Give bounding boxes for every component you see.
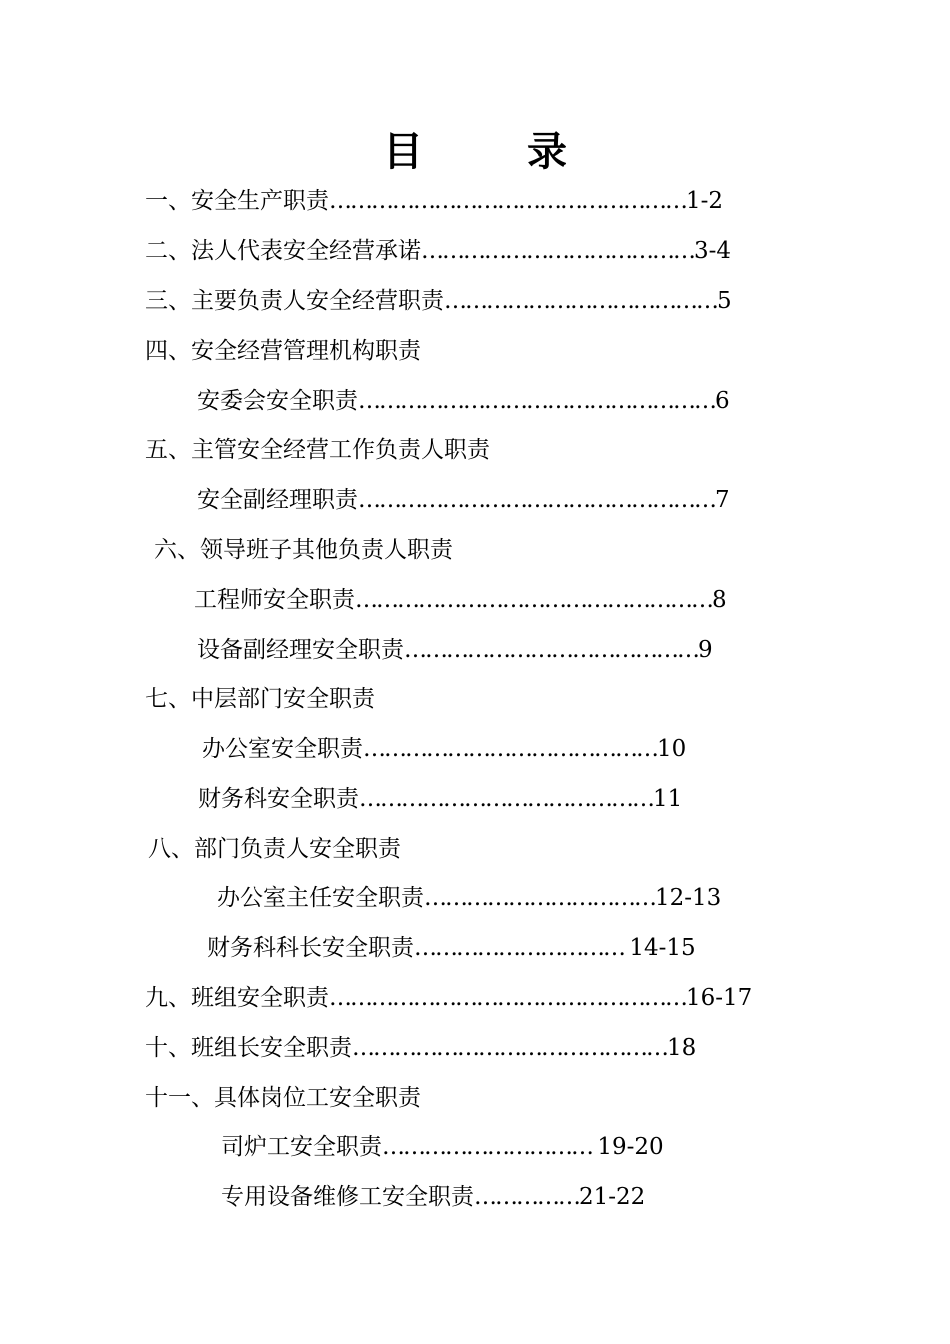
- toc-entry-page: 16-17: [686, 985, 753, 1011]
- toc-entry-label: 四、安全经营管理机构职责: [145, 338, 421, 364]
- toc-leader-dots: …………………………………: [444, 288, 717, 314]
- toc-leader-dots: …………………………: [382, 1134, 598, 1160]
- toc-entry-label: 十一、具体岗位工安全职责: [145, 1085, 421, 1111]
- toc-entry-label: 二、法人代表安全经营承诺: [145, 238, 421, 264]
- toc-entry-label: 十、班组长安全职责: [145, 1035, 352, 1061]
- toc-entry-label: 六、领导班子其他负责人职责: [154, 537, 453, 563]
- toc-entry-label: 办公室主任安全职责: [217, 885, 424, 911]
- toc-entry-label: 五、主管安全经营工作负责人职责: [145, 437, 490, 463]
- toc-entry-label: 一、安全生产职责: [145, 188, 329, 214]
- toc-entry-page: 10: [657, 736, 687, 762]
- toc-entry-page: 5: [717, 288, 732, 314]
- toc-entry: [198, 784, 682, 814]
- toc-leader-dots: ……………………………: [424, 885, 655, 911]
- toc-entry-label: 安全副经理职责: [197, 487, 358, 513]
- toc-section-heading: [148, 834, 401, 864]
- toc-entry-page: 7: [715, 487, 730, 513]
- toc-leader-dots: ……………………………………: [363, 736, 657, 762]
- toc-entry-page: 1-2: [686, 188, 724, 214]
- toc-entry-label: 安委会安全职责: [197, 388, 358, 414]
- toc-entry-page: 21-22: [579, 1184, 646, 1210]
- toc-entry: [217, 883, 721, 913]
- toc-entry: [207, 933, 696, 963]
- toc-entry: [202, 734, 686, 764]
- toc-leader-dots: …………………………: [414, 935, 630, 961]
- toc-entry-page: 9: [698, 637, 713, 663]
- toc-entry-label: 八、部门负责人安全职责: [148, 836, 401, 862]
- toc-section-heading: [145, 1083, 421, 1113]
- toc-section-heading: [154, 535, 453, 565]
- toc-title-char-1: 目: [383, 129, 423, 175]
- toc-leader-dots: ……………………………………: [359, 786, 653, 812]
- toc-leader-dots: ……………: [474, 1184, 579, 1210]
- toc-entry: [194, 585, 727, 615]
- toc-entry-page: 12-13: [655, 885, 722, 911]
- toc-entry-page: 19-20: [597, 1134, 664, 1160]
- toc-entry: [145, 186, 723, 216]
- toc-entry: [197, 485, 730, 515]
- toc-entry-label: 三、主要负责人安全经营职责: [145, 288, 444, 314]
- toc-title-char-2: 录: [527, 129, 567, 175]
- toc-leader-dots: ………………………………………: [352, 1035, 667, 1061]
- toc-entry-page: 11: [653, 786, 683, 812]
- toc-entry-label: 财务科安全职责: [198, 786, 359, 812]
- toc-entry: [197, 386, 730, 416]
- toc-leader-dots: ……………………………………………: [355, 587, 712, 613]
- toc-leader-dots: ……………………………………: [404, 637, 698, 663]
- toc-section-heading: [145, 435, 490, 465]
- toc-section-heading: [145, 684, 375, 714]
- toc-entry-label: 九、班组安全职责: [145, 985, 329, 1011]
- toc-entry-page: 14-15: [629, 935, 696, 961]
- toc-entry: [197, 635, 713, 665]
- toc-entry: [221, 1132, 664, 1162]
- toc-leader-dots: ……………………………………………: [358, 388, 715, 414]
- toc-entry: [145, 286, 732, 316]
- toc-leader-dots: ……………………………………………: [358, 487, 715, 513]
- toc-entry-page: 3-4: [694, 238, 732, 264]
- toc-entry-label: 办公室安全职责: [202, 736, 363, 762]
- toc-entry-label: 专用设备维修工安全职责: [221, 1184, 474, 1210]
- toc-entry-page: 6: [715, 388, 730, 414]
- toc-entry-label: 七、中层部门安全职责: [145, 686, 375, 712]
- toc-entry-label: 设备副经理安全职责: [197, 637, 404, 663]
- toc-entry: [145, 983, 752, 1013]
- toc-entry-label: 司炉工安全职责: [221, 1134, 382, 1160]
- toc-leader-dots: ……………………………………………: [329, 985, 686, 1011]
- toc-leader-dots: …………………………………: [421, 238, 694, 264]
- toc-entry: [145, 1033, 696, 1063]
- toc-title: [0, 122, 950, 182]
- toc-entry-page: 8: [712, 587, 727, 613]
- toc-entry-label: 财务科科长安全职责: [207, 935, 414, 961]
- toc-entry: [221, 1182, 645, 1212]
- toc-section-heading: [145, 336, 421, 366]
- toc-leader-dots: ……………………………………………: [329, 188, 686, 214]
- toc-entry-page: 18: [667, 1035, 697, 1061]
- toc-entry-label: 工程师安全职责: [194, 587, 355, 613]
- toc-entry: [145, 236, 731, 266]
